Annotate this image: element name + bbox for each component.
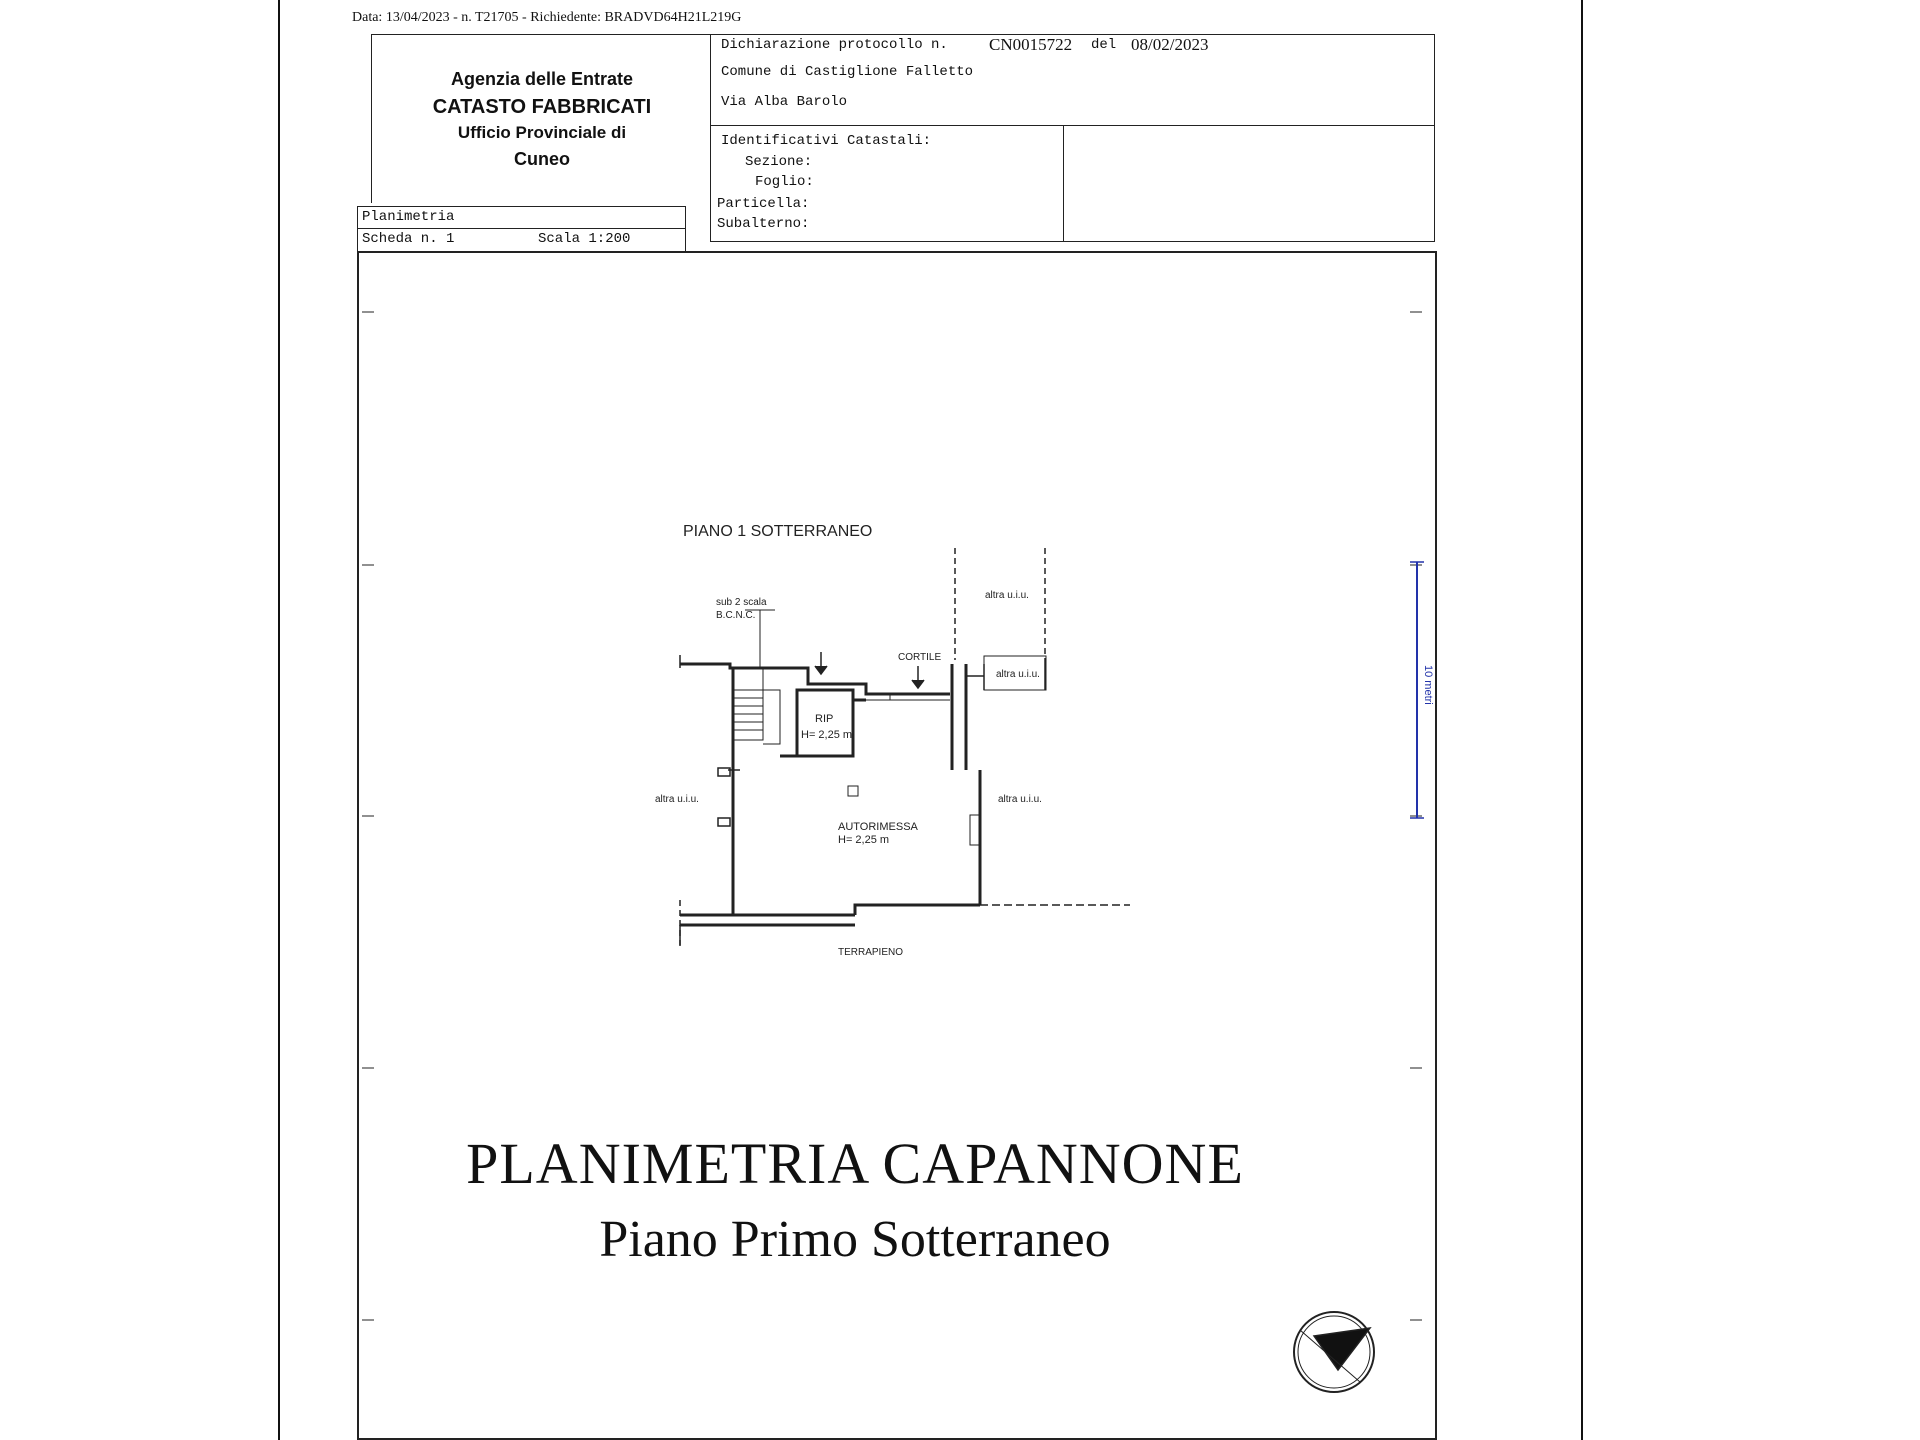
identifiers-label: Identificativi Catastali: [721, 133, 932, 149]
particella-label: Particella: [717, 196, 810, 212]
autorimessa-height-label: H= 2,25 m [838, 834, 890, 846]
subalterno-label: Subalterno: [717, 216, 810, 232]
foglio-label: Foglio: [755, 174, 814, 190]
rip-label: RIP [815, 713, 834, 725]
north-arrow-icon [1294, 1312, 1374, 1392]
catasto-title: CATASTO FABBRICATI [432, 96, 652, 118]
del-label: del [1091, 37, 1117, 53]
document-subtitle: Piano Primo Sotterraneo [599, 1211, 1111, 1268]
altra-top-label: altra u.i.u. [985, 590, 1029, 601]
sub-label: sub 2 scala [716, 597, 767, 608]
document-title: PLANIMETRIA CAPANNONE [466, 1131, 1244, 1196]
comune: Comune di Castiglione Falletto [721, 64, 974, 80]
cortile-label: CORTILE [898, 652, 942, 663]
protocol-number: CN0015722 [989, 35, 1073, 54]
scale-label: Scala 1:200 [538, 231, 631, 247]
scale-bar-label: 10 metri [1422, 665, 1434, 705]
protocol-label: Dichiarazione protocollo n. [721, 37, 948, 53]
sezione-label: Sezione: [745, 154, 813, 170]
document-header: Data: 13/04/2023 - n. T21705 - Richiedente: BRADVD64H21L219G [352, 10, 742, 25]
office-city: Cuneo [514, 149, 570, 169]
rip-height-label: H= 2,25 m [801, 729, 853, 741]
altra-left-label: altra u.i.u. [655, 794, 699, 805]
office-label: Ufficio Provinciale di [457, 123, 627, 142]
sheet-number: Scheda n. 1 [362, 231, 455, 247]
declaration-date: 08/02/2023 [1131, 35, 1209, 54]
altra-right-top-label: altra u.i.u. [996, 669, 1040, 680]
bcnc-label: B.C.N.C. [716, 610, 756, 621]
address: Via Alba Barolo [721, 94, 848, 110]
floor-title: PIANO 1 SOTTERRANEO [683, 523, 873, 540]
agency-name: Agenzia delle Entrate [450, 69, 634, 89]
terrapieno-label: TERRAPIENO [838, 947, 904, 958]
altra-right-label: altra u.i.u. [998, 794, 1042, 805]
autorimessa-label: AUTORIMESSA [838, 821, 918, 833]
planimetria-label: Planimetria [362, 209, 455, 225]
